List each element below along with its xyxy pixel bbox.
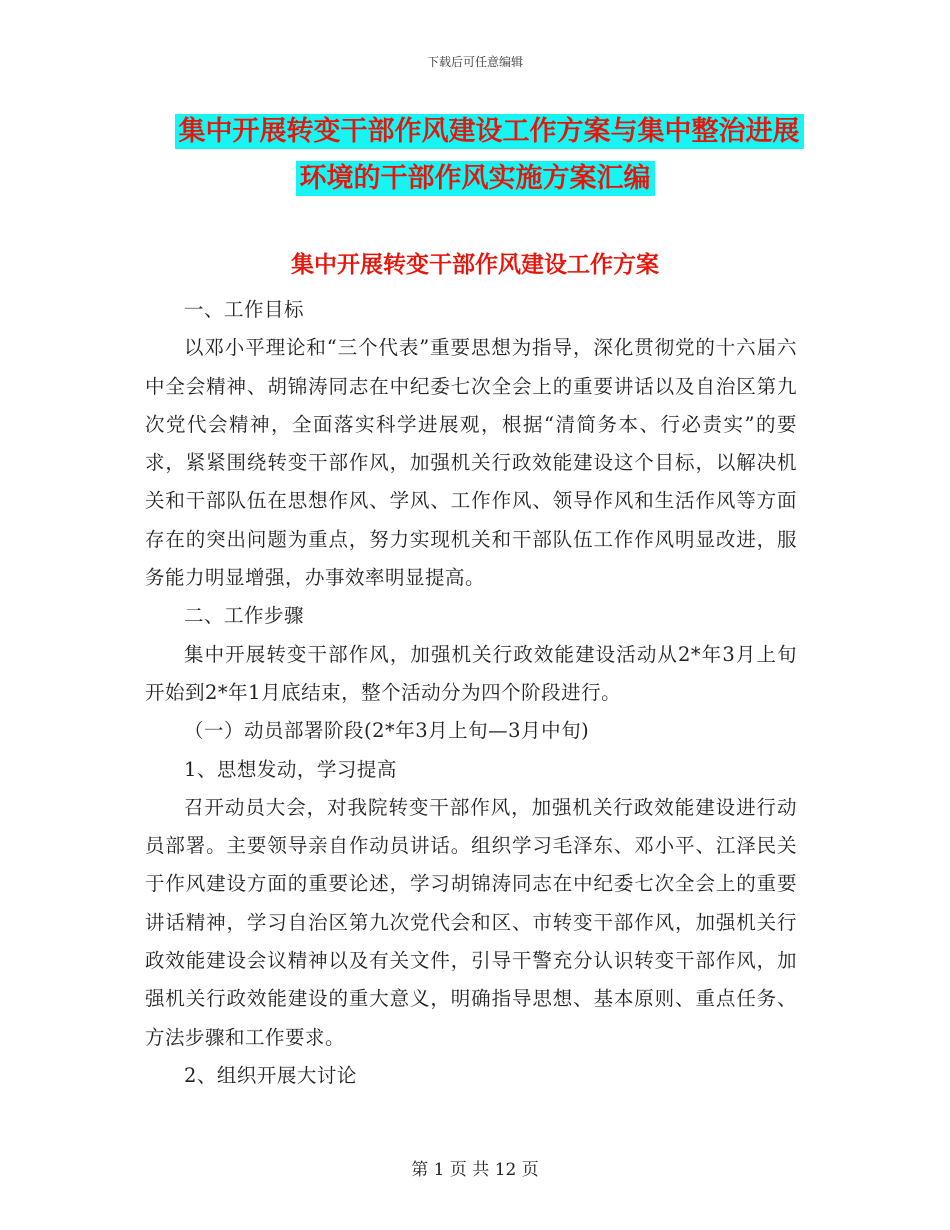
document-title: [0, 108, 950, 202]
paragraph-work-goal: 以邓小平理论和“三个代表”重要思想为指导，深化贯彻党的十六届六中全会精神、胡锦涛同志在中纪委七次全会上的重要讲话以及自治区第九次党代会精神，全面落实科学进展观，根据“清简务本、行必责实”的要求，紧紧围绕转变干部作风，加强机关行政效能建设这个目标，以解决机关和干部队伍在思想作风、学风、工作作风、领导作风和生活作风等方面存在的突出问题为重点，努力实现机关和干部队伍工作作风明显改进，服务能力明显增强，办事效率明显提高。: [145, 336, 797, 590]
heading-item-2: 2、组织开展大讨论: [184, 1063, 357, 1087]
title-line-1: 集中开展转变干部作风建设工作方案与集中整治进展: [175, 114, 804, 149]
heading-work-steps: 二、工作步骤: [184, 604, 305, 628]
heading-stage-1: （一）动员部署阶段(2*年3月上旬—3月中旬): [184, 719, 590, 743]
heading-item-1: 1、思想发动，学习提高: [184, 757, 397, 781]
paragraph-item-1: 召开动员大会，对我院转变干部作风，加强机关行政效能建设进行动员部署。主要领导亲自作动员讲话。组织学习毛泽东、邓小平、江泽民关于作风建设方面的重要论述，学习胡锦涛同志在中纪委七次全会上的重要讲话精神，学习自治区第九次党代会和区、市转变干部作风，加强机关行政效能建设会议精神以及有关文件，引导干警充分认识转变干部作风，加强机关行政效能建设的重大意义，明确指导思想、基本原则、重点任务、方法步骤和工作要求。: [145, 795, 797, 1049]
title-line-2: 环境的干部作风实施方案汇编: [296, 161, 655, 196]
page-number: 第 1 页 共 12 页: [411, 1160, 539, 1180]
header-note: 下载后可任意编辑: [426, 55, 523, 69]
document-body: [145, 291, 797, 1095]
section-title: 集中开展转变干部作风建设工作方案: [291, 252, 659, 278]
heading-work-goal: 一、工作目标: [184, 298, 305, 321]
paragraph-work-steps: 集中开展转变干部作风，加强机关行政效能建设活动从2*年3月上旬开始到2*年1月底结束，整个活动分为四个阶段进行。: [145, 642, 797, 704]
